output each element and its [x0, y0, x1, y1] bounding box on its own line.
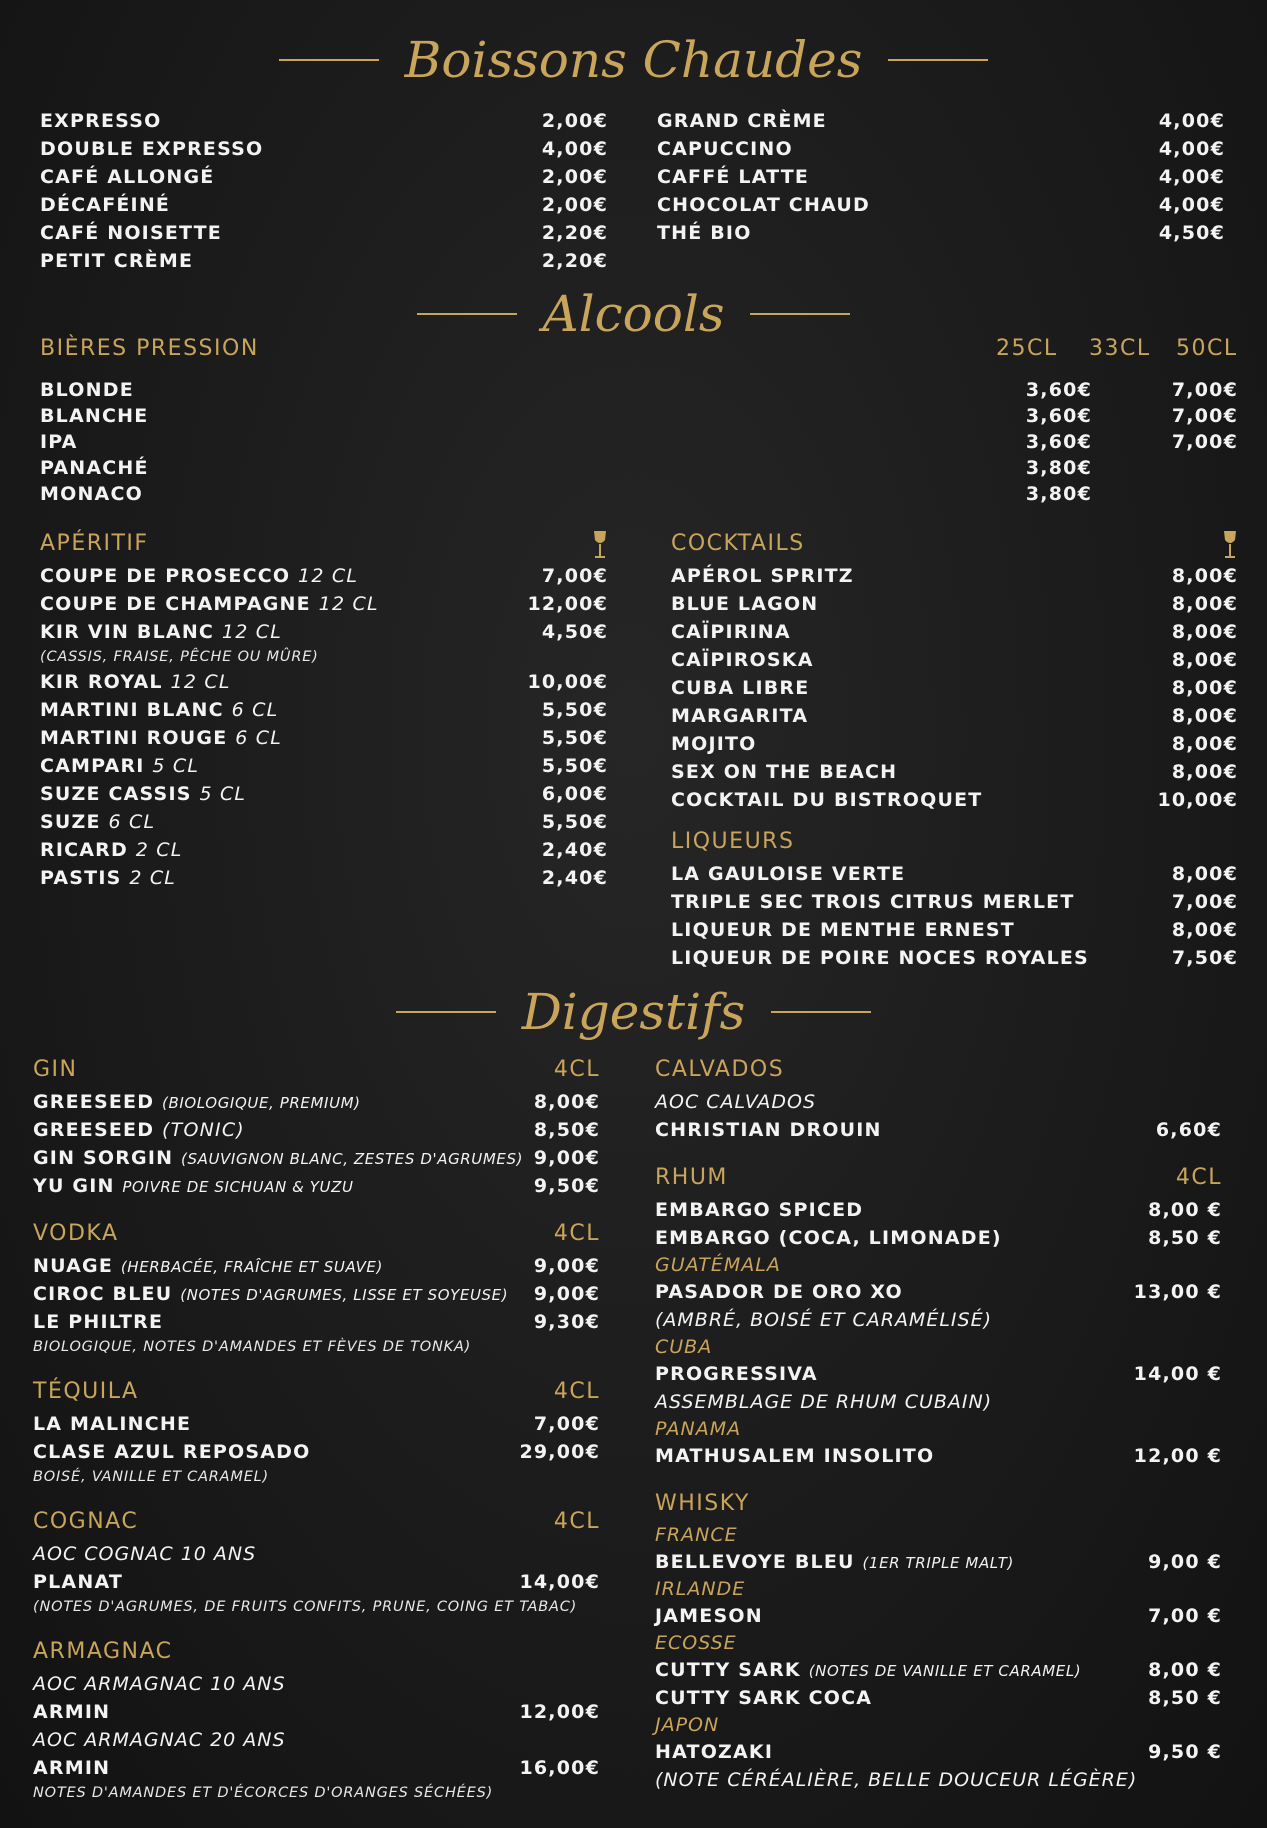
- item-name: CAMPARI: [40, 755, 145, 777]
- menu-item: [671, 888, 1238, 916]
- item-name: COCKTAIL DU BISTROQUET: [671, 789, 983, 811]
- item-name: MARTINI ROUGE: [40, 727, 228, 749]
- size-50cl: 50CL: [1176, 336, 1238, 361]
- item-price: 4,50€: [1158, 222, 1225, 244]
- item-name: GIN SORGIN: [33, 1147, 174, 1169]
- menu-item: [40, 247, 608, 275]
- item-price: 10,00€: [527, 671, 608, 693]
- item-name: BLUE LAGON: [671, 593, 819, 615]
- section-header-aperitif: [40, 526, 608, 562]
- item-name: BELLEVOYE BLEU: [655, 1551, 855, 1573]
- price-25cl: 3,60€: [1025, 405, 1092, 427]
- item-price: 8,00€: [533, 1091, 600, 1113]
- menu-item: [40, 780, 608, 808]
- menu-item: [657, 163, 1225, 191]
- section-title: TÉQUILA: [33, 1379, 139, 1404]
- menu-item: [40, 618, 608, 646]
- item-name: KIR ROYAL: [40, 671, 163, 693]
- item-note: 12 CL: [318, 593, 379, 615]
- menu-item: [40, 864, 608, 892]
- item-price: 14,00 €: [1133, 1363, 1222, 1385]
- item-name: CAPUCCINO: [657, 138, 793, 160]
- menu-item: [33, 1308, 600, 1336]
- item-price: 4,50€: [541, 621, 608, 643]
- item-name: NUAGE: [33, 1255, 114, 1277]
- item-note: (SAUVIGNON BLANC, ZESTES D'AGRUMES): [181, 1150, 524, 1168]
- item-name: SEX ON THE BEACH: [671, 761, 898, 783]
- menu-item: [33, 1252, 600, 1280]
- item-price: 8,00€: [1171, 593, 1238, 615]
- menu-item: [671, 562, 1238, 590]
- menu-item: [33, 1438, 600, 1466]
- item-name: DÉCAFÉINÉ: [40, 194, 171, 216]
- origin-label: (NOTE CÉRÉALIÈRE, BELLE DOUCEUR LÉGÈRE): [655, 1769, 1138, 1791]
- item-name: LE PHILTRE: [33, 1311, 164, 1333]
- menu-item: [655, 1278, 1222, 1306]
- country-label: JAPON: [655, 1714, 720, 1736]
- unit-label: 4CL: [1175, 1165, 1222, 1190]
- item-price: 9,50€: [533, 1175, 600, 1197]
- item-note: 12 CL: [221, 621, 282, 643]
- item-name: SUZE: [40, 811, 101, 833]
- item-name: COUPE DE PROSECCO: [40, 565, 291, 587]
- menu-item: [657, 191, 1225, 219]
- item-name: GRAND CRÈME: [657, 110, 827, 132]
- price-25cl: 3,60€: [1025, 431, 1092, 453]
- section-header-calvados: [655, 1052, 1222, 1088]
- unit-label: 4CL: [553, 1509, 600, 1534]
- item-price: 12,00€: [527, 593, 608, 615]
- beer-row: [40, 455, 1238, 481]
- menu-item: [40, 562, 608, 590]
- title-rule-right: [750, 313, 850, 315]
- item-name: SUZE CASSIS: [40, 783, 192, 805]
- title-alcohol: [0, 284, 1267, 344]
- item-name: MARGARITA: [671, 705, 809, 727]
- item-name: PLANAT: [33, 1571, 124, 1593]
- menu-item: [40, 163, 608, 191]
- origin-label: AOC CALVADOS: [655, 1091, 817, 1113]
- menu-item: [40, 590, 608, 618]
- item-price: 8,50€: [533, 1119, 600, 1141]
- item-note: 5 CL: [152, 755, 200, 777]
- item-name: CUBA LIBRE: [671, 677, 810, 699]
- menu-item: [671, 730, 1238, 758]
- spacer: [655, 1144, 1222, 1160]
- section-header-cocktails: [671, 526, 1238, 562]
- price-25cl: 3,80€: [1025, 483, 1092, 505]
- beer-name: IPA: [40, 431, 78, 453]
- menu-item: [33, 1698, 600, 1726]
- beer-name: MONACO: [40, 483, 143, 505]
- menu-item: [657, 107, 1225, 135]
- section-title: RHUM: [655, 1165, 728, 1190]
- item-name: GREESEED: [33, 1119, 155, 1141]
- beer-name: BLANCHE: [40, 405, 149, 427]
- menu-item: [33, 1116, 600, 1144]
- title-digestifs: [0, 982, 1267, 1042]
- menu-item: [671, 702, 1238, 730]
- origin-label: AOC COGNAC 10 ANS: [33, 1543, 257, 1565]
- beer-name: BLONDE: [40, 379, 134, 401]
- item-name: CHOCOLAT CHAUD: [657, 194, 870, 216]
- section-header-whisky: [655, 1486, 1222, 1522]
- item-name: CUTTY SARK: [655, 1659, 801, 1681]
- item-note: 12 CL: [170, 671, 231, 693]
- section-header-tequila: [33, 1374, 600, 1410]
- section-header-armagnac: [33, 1634, 600, 1670]
- item-price: 8,00 €: [1148, 1199, 1222, 1221]
- item-price: 12,00 €: [1133, 1445, 1222, 1467]
- menu-item: [40, 836, 608, 864]
- origin-label: AOC ARMAGNAC 10 ANS: [33, 1673, 286, 1695]
- item-name: CAÏPIROSKA: [671, 649, 814, 671]
- menu-item: [671, 758, 1238, 786]
- item-name: CHRISTIAN DROUIN: [655, 1119, 882, 1141]
- item-price: 13,00 €: [1133, 1281, 1222, 1303]
- item-price: 7,00€: [533, 1413, 600, 1435]
- item-price: 6,00€: [541, 783, 608, 805]
- item-price: 2,00€: [541, 110, 608, 132]
- section-title: WHISKY: [655, 1491, 750, 1516]
- section-title: COGNAC: [33, 1509, 139, 1534]
- section-header-gin: [33, 1052, 600, 1088]
- wine-glass-icon: [1222, 530, 1238, 560]
- item-price: 9,50 €: [1148, 1741, 1222, 1763]
- item-price: 8,00€: [1171, 649, 1238, 671]
- item-note: (1ER TRIPLE MALT): [862, 1554, 1014, 1572]
- item-price: 4,00€: [541, 138, 608, 160]
- item-price: 7,00€: [541, 565, 608, 587]
- section-title: LIQUEURS: [671, 829, 795, 854]
- unit-label: 4CL: [553, 1057, 600, 1082]
- item-price: 4,00€: [1158, 110, 1225, 132]
- item-description: BIOLOGIQUE, NOTES D'AMANDES ET FÈVES DE TONKA): [33, 1339, 472, 1355]
- origin-label: (AMBRÉ, BOISÉ ET CARAMÉLISÉ): [655, 1309, 993, 1331]
- item-price: 12,00€: [519, 1701, 600, 1723]
- menu-item: [671, 590, 1238, 618]
- digestifs-left: [33, 1052, 600, 1804]
- menu-item: [655, 1360, 1222, 1388]
- menu-item: [671, 674, 1238, 702]
- item-price: 8,00€: [1171, 621, 1238, 643]
- price-50cl: 7,00€: [1171, 405, 1238, 427]
- item-name: JAMESON: [655, 1605, 763, 1627]
- item-name: LIQUEUR DE MENTHE ERNEST: [671, 919, 1015, 941]
- item-name: CIROC BLEU: [33, 1283, 173, 1305]
- hot-drinks-right: [657, 107, 1225, 247]
- item-name: CLASE AZUL REPOSADO: [33, 1441, 311, 1463]
- country-label: IRLANDE: [655, 1578, 746, 1600]
- menu-item: [655, 1442, 1222, 1470]
- menu-item: [33, 1754, 600, 1782]
- beer-name: PANACHÉ: [40, 457, 149, 479]
- title-hot-drinks: [0, 30, 1267, 90]
- beer-list: [40, 377, 1238, 507]
- item-price: 29,00€: [519, 1441, 600, 1463]
- item-name: ARMIN: [33, 1757, 111, 1779]
- spacer: [33, 1618, 600, 1634]
- section-title: GIN: [33, 1057, 78, 1082]
- item-price: 14,00€: [519, 1571, 600, 1593]
- section-title: APÉRITIF: [40, 531, 149, 556]
- price-25cl: 3,80€: [1025, 457, 1092, 479]
- item-name: GREESEED: [33, 1091, 155, 1113]
- spacer: [33, 1200, 600, 1216]
- item-price: 16,00€: [519, 1757, 600, 1779]
- item-name: CAFFÉ LATTE: [657, 166, 810, 188]
- item-price: 5,50€: [541, 755, 608, 777]
- item-name: CAFÉ ALLONGÉ: [40, 166, 215, 188]
- country-label: ECOSSE: [655, 1632, 737, 1654]
- menu-item: [671, 646, 1238, 674]
- menu-item: [671, 944, 1238, 972]
- hot-drinks-left: [40, 107, 608, 275]
- menu-item: [655, 1684, 1222, 1712]
- item-note: 12 CL: [298, 565, 359, 587]
- item-name: TRIPLE SEC TROIS CITRUS MERLET: [671, 891, 1075, 913]
- menu-item: [671, 786, 1238, 814]
- item-name: YU GIN: [33, 1175, 115, 1197]
- section-title: VODKA: [33, 1221, 119, 1246]
- menu-item: [655, 1656, 1222, 1684]
- section-title: Alcools: [542, 285, 725, 343]
- item-price: 2,20€: [541, 250, 608, 272]
- menu-item: [40, 752, 608, 780]
- item-note: (NOTES DE VANILLE ET CARAMEL): [808, 1662, 1082, 1680]
- item-name: KIR VIN BLANC: [40, 621, 215, 643]
- item-price: 4,00€: [1158, 194, 1225, 216]
- item-price: 9,00€: [533, 1255, 600, 1277]
- beer-row: [40, 429, 1238, 455]
- item-name: CAÏPIRINA: [671, 621, 791, 643]
- item-name: PROGRESSIVA: [655, 1363, 818, 1385]
- item-name: LA MALINCHE: [33, 1413, 192, 1435]
- origin-label: ASSEMBLAGE DE RHUM CUBAIN): [655, 1391, 993, 1413]
- menu-item: [655, 1602, 1222, 1630]
- section-title: COCKTAILS: [671, 531, 805, 556]
- item-price: 5,50€: [541, 811, 608, 833]
- beer-row: [40, 377, 1238, 403]
- item-name: EMBARGO (COCA, LIMONADE): [655, 1227, 1002, 1249]
- item-note: 6 CL: [108, 811, 156, 833]
- item-price: 9,30€: [533, 1311, 600, 1333]
- item-note: 2 CL: [129, 867, 177, 889]
- item-price: 2,00€: [541, 166, 608, 188]
- title-rule-left: [279, 59, 379, 61]
- item-note: 6 CL: [231, 699, 279, 721]
- menu-item: [655, 1224, 1222, 1252]
- menu-item: [33, 1172, 600, 1200]
- menu-item: [655, 1116, 1222, 1144]
- country-label: CUBA: [655, 1336, 713, 1358]
- size-33cl: 33CL: [1089, 336, 1151, 361]
- item-name: MOJITO: [671, 733, 757, 755]
- aperitif-section: [40, 526, 608, 892]
- item-price: 5,50€: [541, 727, 608, 749]
- menu-item: [657, 135, 1225, 163]
- item-price: 2,00€: [541, 194, 608, 216]
- menu-item: [33, 1410, 600, 1438]
- price-50cl: 7,00€: [1171, 431, 1238, 453]
- cocktails-section: [671, 526, 1238, 972]
- section-title: Digestifs: [521, 983, 746, 1041]
- item-price: 2,40€: [541, 839, 608, 861]
- menu-item: [655, 1196, 1222, 1224]
- item-price: 8,00€: [1171, 919, 1238, 941]
- item-name: DOUBLE EXPRESSO: [40, 138, 264, 160]
- item-name: APÉROL SPRITZ: [671, 565, 854, 587]
- size-25cl: 25CL: [996, 336, 1058, 361]
- item-price: 8,00 €: [1148, 1659, 1222, 1681]
- menu-item: [33, 1144, 600, 1172]
- spacer: [655, 1470, 1222, 1486]
- item-name: LIQUEUR DE POIRE NOCES ROYALES: [671, 947, 1089, 969]
- item-description: BOISÉ, VANILLE ET CARAMEL): [33, 1469, 269, 1485]
- beers-title: BIÈRES PRESSION: [40, 336, 259, 361]
- item-note: (HERBACÉE, FRAÎCHE ET SUAVE): [120, 1258, 383, 1276]
- item-description: (CASSIS, FRAISE, PÊCHE OU MÛRE): [40, 649, 319, 665]
- price-50cl: 7,00€: [1171, 379, 1238, 401]
- item-note: 5 CL: [199, 783, 247, 805]
- beer-row: [40, 481, 1238, 507]
- item-price: 9,00€: [533, 1147, 600, 1169]
- section-header-rhum: [655, 1160, 1222, 1196]
- item-note: POIVRE DE SICHUAN & YUZU: [122, 1178, 354, 1196]
- item-price: 7,00€: [1171, 891, 1238, 913]
- item-name: EMBARGO SPICED: [655, 1199, 864, 1221]
- item-price: 10,00€: [1157, 789, 1238, 811]
- item-price: 7,50€: [1171, 947, 1238, 969]
- item-price: 2,20€: [541, 222, 608, 244]
- menu-item: [40, 808, 608, 836]
- price-25cl: 3,60€: [1025, 379, 1092, 401]
- item-name: COUPE DE CHAMPAGNE: [40, 593, 311, 615]
- item-price: 4,00€: [1158, 138, 1225, 160]
- item-price: 8,00€: [1171, 733, 1238, 755]
- digestifs-right: [655, 1052, 1222, 1794]
- item-name: LA GAULOISE VERTE: [671, 863, 906, 885]
- wine-glass-icon: [592, 530, 608, 560]
- menu-item: [40, 135, 608, 163]
- spacer: [33, 1488, 600, 1504]
- menu-item: [40, 668, 608, 696]
- item-name: EXPRESSO: [40, 110, 162, 132]
- item-price: 8,00€: [1171, 761, 1238, 783]
- unit-label: 4CL: [553, 1221, 600, 1246]
- menu-item: [657, 219, 1225, 247]
- spacer: [33, 1358, 600, 1374]
- item-description: NOTES D'AMANDES ET D'ÉCORCES D'ORANGES SÉCHÉES): [33, 1785, 494, 1801]
- item-name: THÉ BIO: [657, 222, 752, 244]
- title-rule-right: [771, 1011, 871, 1013]
- section-title: CALVADOS: [655, 1057, 785, 1082]
- section-title: ARMAGNAC: [33, 1639, 173, 1664]
- item-price: 8,50 €: [1148, 1227, 1222, 1249]
- menu-item: [671, 860, 1238, 888]
- item-name: RICARD: [40, 839, 128, 861]
- item-price: 8,00€: [1171, 677, 1238, 699]
- country-label: PANAMA: [655, 1418, 742, 1440]
- title-rule-left: [417, 313, 517, 315]
- menu-item: [33, 1088, 600, 1116]
- menu-item: [655, 1738, 1222, 1766]
- item-name: HATOZAKI: [655, 1741, 774, 1763]
- country-label: FRANCE: [655, 1524, 738, 1546]
- beer-row: [40, 403, 1238, 429]
- item-note: (TONIC): [162, 1119, 245, 1141]
- item-description: (NOTES D'AGRUMES, DE FRUITS CONFITS, PRUNE, COING ET TABAC): [33, 1599, 578, 1615]
- menu-item: [671, 618, 1238, 646]
- section-title: Boissons Chaudes: [404, 31, 863, 89]
- item-price: 9,00 €: [1148, 1551, 1222, 1573]
- item-note: 2 CL: [135, 839, 183, 861]
- item-price: 5,50€: [541, 699, 608, 721]
- item-price: 8,00€: [1171, 565, 1238, 587]
- spacer: [671, 814, 1238, 824]
- title-rule-right: [888, 59, 988, 61]
- menu-item: [40, 696, 608, 724]
- item-name: MARTINI BLANC: [40, 699, 224, 721]
- item-name: CAFÉ NOISETTE: [40, 222, 222, 244]
- menu-item: [40, 724, 608, 752]
- item-name: PASADOR DE ORO XO: [655, 1281, 903, 1303]
- menu-item: [40, 107, 608, 135]
- section-header-cognac: [33, 1504, 600, 1540]
- item-name: CUTTY SARK COCA: [655, 1687, 873, 1709]
- unit-label: 4CL: [553, 1379, 600, 1404]
- item-price: 6,60€: [1155, 1119, 1222, 1141]
- country-label: GUATÉMALA: [655, 1254, 781, 1276]
- origin-label: AOC ARMAGNAC 20 ANS: [33, 1729, 286, 1751]
- menu-item: [33, 1568, 600, 1596]
- item-name: PETIT CRÈME: [40, 250, 194, 272]
- menu-item: [33, 1280, 600, 1308]
- section-header-vodka: [33, 1216, 600, 1252]
- item-note: (BIOLOGIQUE, PREMIUM): [162, 1094, 361, 1112]
- item-price: 8,00€: [1171, 705, 1238, 727]
- menu-item: [655, 1548, 1222, 1576]
- item-price: 7,00 €: [1148, 1605, 1222, 1627]
- item-name: PASTIS: [40, 867, 122, 889]
- menu-item: [40, 191, 608, 219]
- item-price: 8,00€: [1171, 863, 1238, 885]
- item-price: 4,00€: [1158, 166, 1225, 188]
- item-name: MATHUSALEM INSOLITO: [655, 1445, 935, 1467]
- item-price: 9,00€: [533, 1283, 600, 1305]
- item-price: 2,40€: [541, 867, 608, 889]
- menu-item: [40, 219, 608, 247]
- item-note: 6 CL: [235, 727, 282, 749]
- menu-item: [671, 916, 1238, 944]
- item-note: (NOTES D'AGRUMES, LISSE ET SOYEUSE): [180, 1286, 509, 1304]
- item-price: 8,50 €: [1148, 1687, 1222, 1709]
- title-rule-left: [396, 1011, 496, 1013]
- section-header-liqueurs: [671, 824, 1238, 860]
- item-name: ARMIN: [33, 1701, 111, 1723]
